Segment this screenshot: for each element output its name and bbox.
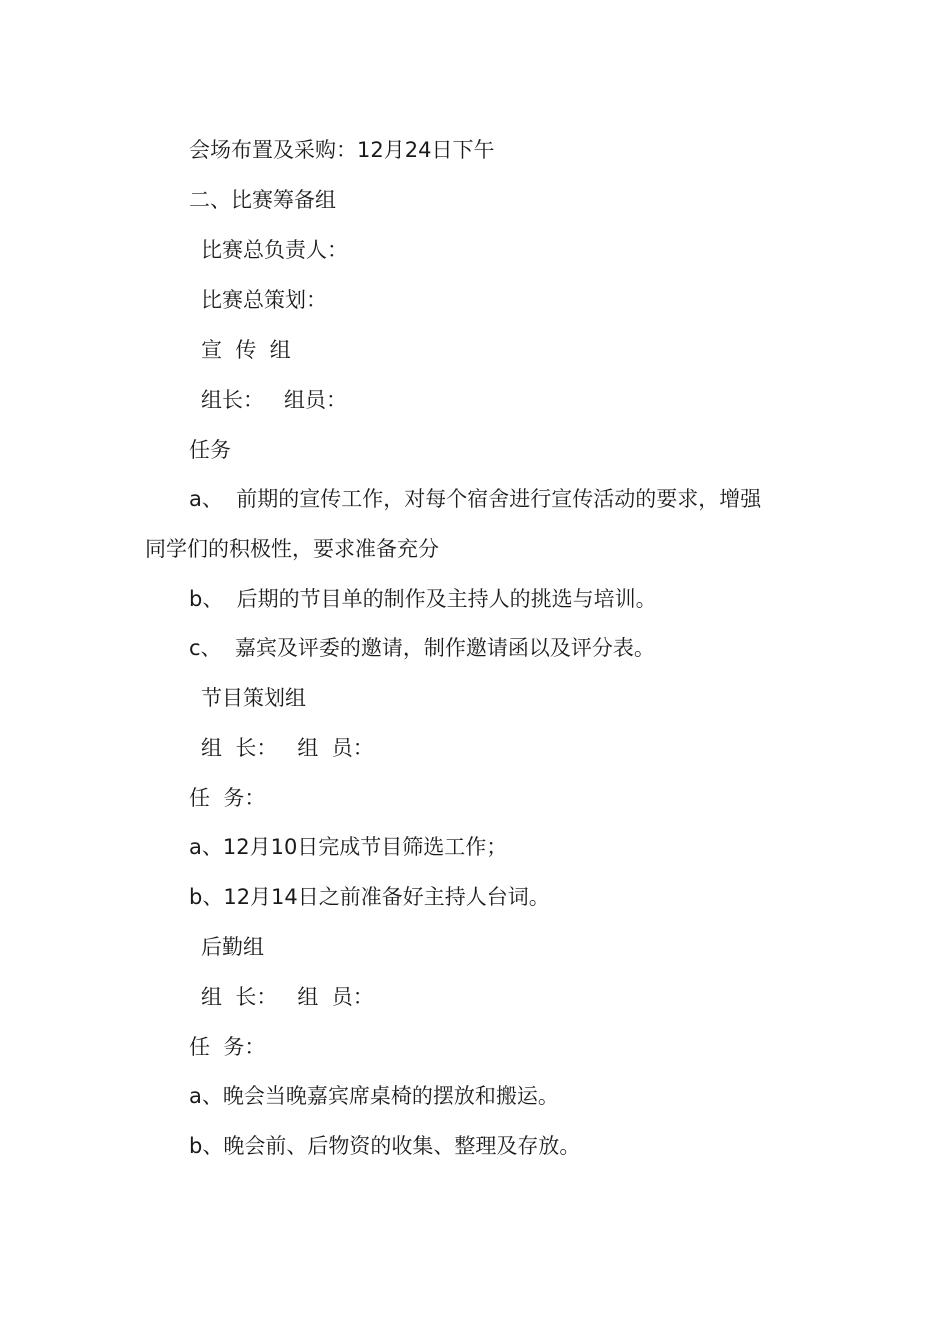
text-line: 比赛总负责人： xyxy=(201,238,348,262)
text-line: 组 长： 组 员： xyxy=(201,985,374,1009)
text-line: 会场布置及采购：12月24日下午 xyxy=(189,138,495,162)
group-heading: 后勤组 xyxy=(201,935,264,959)
text-line: 组 长： 组 员： xyxy=(201,736,374,760)
list-item: a、 前期的宣传工作，对每个宿舍进行宣传活动的要求，增强 xyxy=(189,487,762,511)
text-line: 任 务： xyxy=(189,1035,266,1059)
text-line: 任 务： xyxy=(189,786,266,810)
group-heading: 宣 传 组 xyxy=(201,338,291,362)
list-item: b、12月14日之前准备好主持人台词。 xyxy=(189,885,550,909)
text-line: 比赛总策划： xyxy=(201,288,327,312)
list-item: c、 嘉宾及评委的邀请，制作邀请函以及评分表。 xyxy=(189,636,655,660)
list-item: b、 后期的节目单的制作及主持人的挑选与培训。 xyxy=(189,587,657,611)
list-item: a、12月10日完成节目筛选工作； xyxy=(189,835,508,859)
list-item: b、晚会前、后物资的收集、整理及存放。 xyxy=(189,1134,581,1158)
list-item: a、晚会当晚嘉宾席桌椅的摆放和搬运。 xyxy=(189,1084,559,1108)
section-heading: 二、比赛筹备组 xyxy=(189,188,336,212)
text-line: 组长： 组员： xyxy=(201,388,348,412)
group-heading: 节目策划组 xyxy=(201,686,306,710)
text-line: 任务 xyxy=(189,438,231,462)
list-item-continuation: 同学们的积极性，要求准备充分 xyxy=(145,537,439,561)
